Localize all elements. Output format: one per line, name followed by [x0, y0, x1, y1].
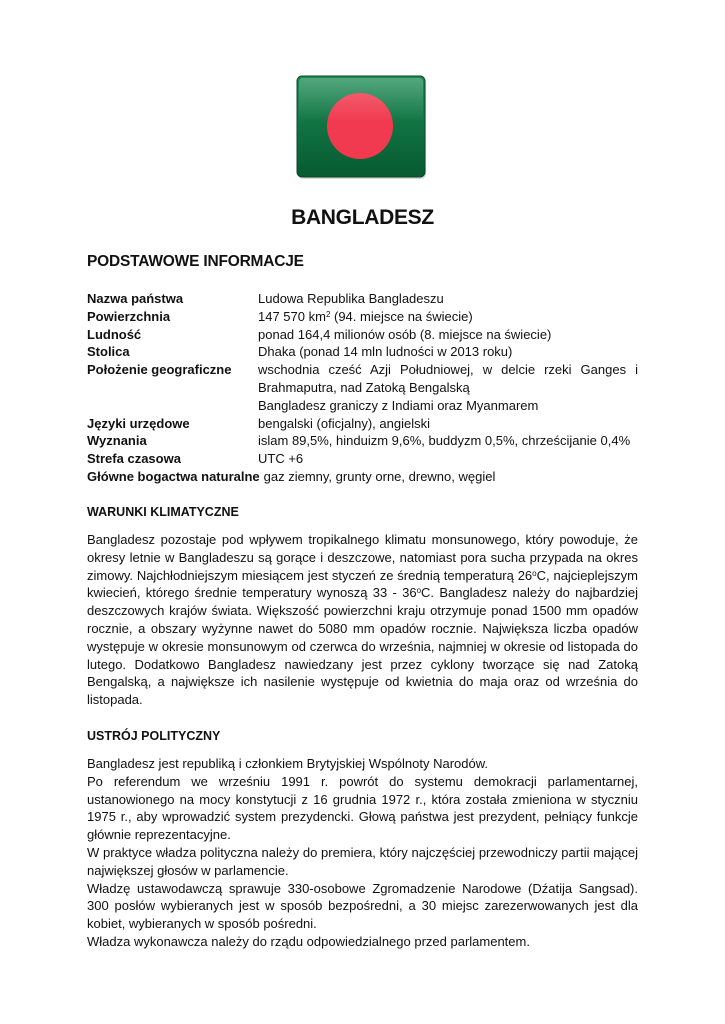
- info-label: Wyznania: [87, 433, 147, 449]
- info-label: Języki urzędowe: [87, 415, 190, 431]
- info-value: Ludowa Republika Bangladeszu: [258, 291, 444, 306]
- info-row-timezone: [87, 450, 638, 468]
- info-row-location: [87, 361, 638, 414]
- basic-info-table: [87, 290, 638, 486]
- info-row-capital: [87, 343, 638, 361]
- section-heading-politics: USTRÓJ POLITYCZNY: [87, 729, 221, 743]
- info-row-country-name: [87, 290, 638, 308]
- info-value: UTC +6: [258, 451, 304, 467]
- politics-paragraph: Władzę ustawodawczą sprawuje 330-osobowe Zgromadzenie Narodowe (Dźatija Sangsad). 300 posłów wybieranych jest w sposób bezpośredni, a 30 miejsc zarezerwowanych jest dla kobiet, wybieranych w sposób pośredni.: [87, 880, 638, 932]
- info-label: Nazwa państwa: [87, 291, 184, 306]
- info-label: Główne bogactwa naturalne: [87, 468, 260, 484]
- info-row-area: [87, 308, 638, 326]
- flag-of-bangladesh-icon: [296, 75, 428, 181]
- section-heading-climate: WARUNKI KLIMATYCZNE: [87, 505, 239, 519]
- info-row-natural-resources: [87, 468, 638, 486]
- info-value: gaz ziemny, grunty orne, drewno, węgiel: [263, 468, 496, 484]
- climate-paragraph: Bangladesz pozostaje pod wpływem tropikalnego klimatu monsunowego, który powoduje, że okresy letnie w Bangladeszu są gorące i deszczowe, natomiast pora sucha przypada na okres zimowy. Najchłodniejszym miesiącem jest styczeń ze średnią temperaturą 26$^o$C, najcieplejszym kwiecień, którego średnie temperatury wynoszą 33 - 36$^o$C. Bangladesz należy do najbardziej deszczowych krajów świata. Większość powierzchni kraju otrzymuje ponad 1500 mm opadów rocznie, a obszary wyżynne nawet do 5080 mm opadów rocznie. Największa liczba opadów występuje w okresie monsunowym od czerwca do września, najmniej w okresie od listopada do lutego. Dodatkowo Bangladesz nawiedzany jest przez cyklony tworzące się nad Zatoką Bengalską, a największe ich nasilenie występuje od kwietnia do maja oraz od września do listopada.: [87, 532, 638, 708]
- info-value: ponad 164,4 milionów osób (8. miejsce na świecie): [258, 326, 552, 342]
- info-row-population: [87, 326, 638, 344]
- politics-paragraph: Po referendum we wrześniu 1991 r. powrót do systemu demokracji parlamentarnej, ustanowionego na mocy konstytucji z 16 grudnia 1972 r., która została zmieniona w styczniu 1975 r., aby wprowadzić system prezydencki. Głową państwa jest prezydent, pełniący funkcje głównie reprezentacyjne.: [87, 773, 638, 843]
- politics-paragraph: Bangladesz jest republiką i członkiem Brytyjskiej Wspólnoty Narodów.: [87, 756, 489, 771]
- section-heading-basic-info: PODSTAWOWE INFORMACJE: [87, 253, 304, 270]
- info-value: islam 89,5%, hinduizm 9,6%, buddyzm 0,5%, chrześcijanie 0,4%: [258, 433, 631, 449]
- page-title: BANGLADESZ: [291, 206, 434, 229]
- politics-text: [87, 755, 638, 951]
- info-row-languages: [87, 415, 638, 433]
- politics-paragraph: Władza wykonawcza należy do rządu odpowiedzialnego przed parlamentem.: [87, 933, 530, 949]
- info-label: Stolica: [87, 344, 130, 360]
- info-label: Położenie geograficzne: [87, 362, 232, 378]
- politics-paragraph: W praktyce władza polityczna należy do premiera, który najczęściej przewodniczy partii mającej największej głosów w parlamencie.: [87, 844, 638, 878]
- info-value: Dhaka (ponad 14 mln ludności w 2013 roku): [258, 344, 513, 360]
- info-value: bengalski (oficjalny), angielski: [258, 415, 430, 431]
- info-label: Powierzchnia: [87, 308, 171, 324]
- info-value: 147 570 $km^2$ (94. miejsce na świecie): [258, 308, 473, 324]
- info-row-religions: [87, 432, 638, 450]
- info-value: wschodnia cześć Azji Południowej, w delcie rzeki Ganges i Brahmaputra, nad Zatoką Bengalską Bangladesz graniczy z Indiami oraz Myanmarem: [258, 362, 638, 413]
- info-label: Ludność: [87, 326, 142, 342]
- info-label: Strefa czasowa: [87, 451, 181, 467]
